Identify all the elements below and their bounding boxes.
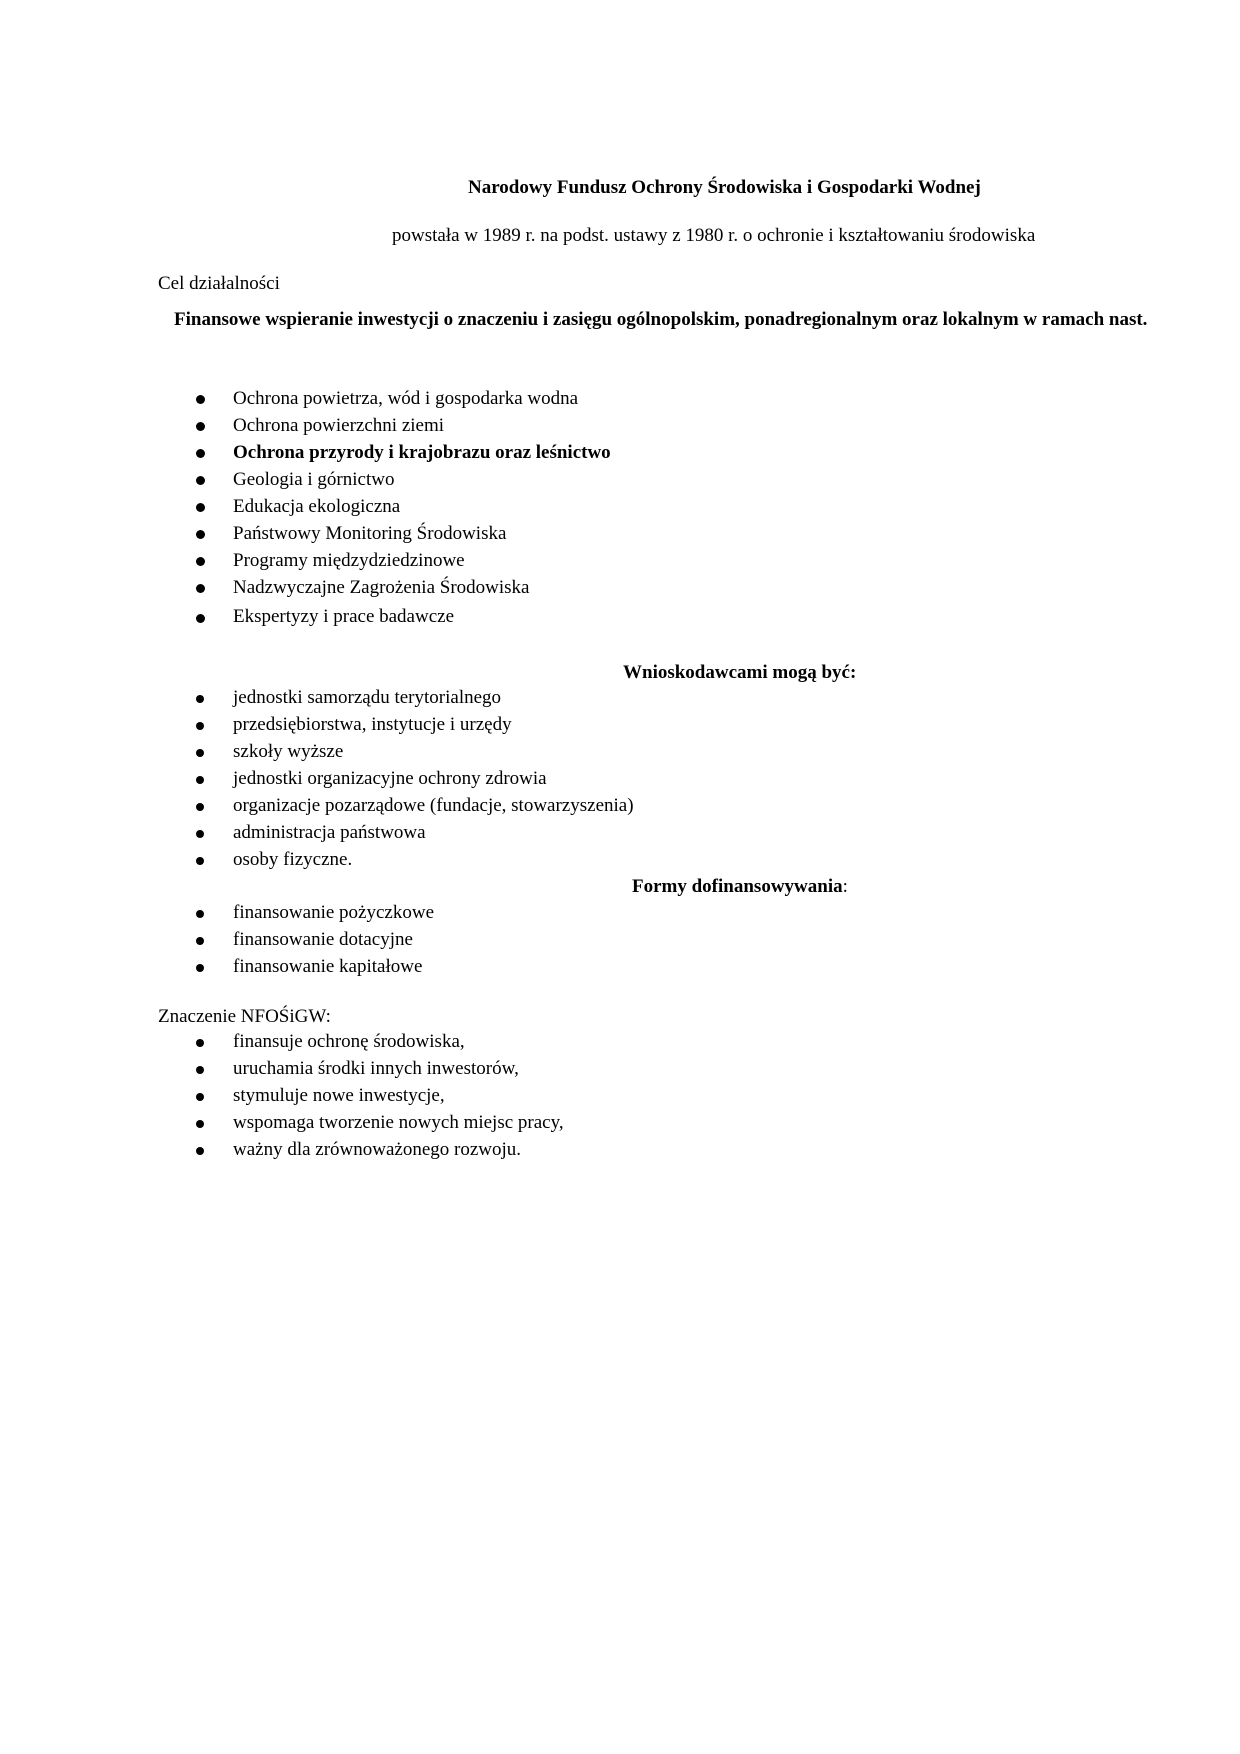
bullet-icon: [196, 857, 204, 865]
list-item: uruchamia środki innych inwestorów,: [0, 1055, 564, 1082]
bullet-icon: [196, 584, 205, 593]
list-item: osoby fizyczne.: [0, 846, 634, 873]
bullet-icon: [196, 449, 205, 458]
wnioskodawcy-heading: Wnioskodawcami mogą być:: [623, 662, 857, 683]
bullet-icon: [196, 830, 204, 838]
znaczenie-heading: Znaczenie NFOŚiGW:: [158, 1006, 331, 1027]
bullet-icon: [196, 557, 205, 566]
bullet-icon: [196, 776, 204, 784]
document-title: Narodowy Fundusz Ochrony Środowiska i Gospodarki Wodnej: [468, 177, 981, 198]
bullet-icon: [196, 1066, 204, 1074]
list-item: Nadzwyczajne Zagrożenia Środowiska: [0, 574, 611, 601]
list-item: ważny dla zrównoważonego rozwoju.: [0, 1136, 564, 1163]
list-item: Ochrona przyrody i krajobrazu oraz leśnictwo: [0, 439, 611, 466]
bullet-icon: [196, 695, 204, 703]
bullet-icon: [196, 1147, 204, 1155]
cel-text: Finansowe wspieranie inwestycji o znaczeniu i zasięgu ogólnopolskim, ponadregionalnym oraz lokalnym w ramach nast.: [174, 309, 1148, 330]
list-item: jednostki samorządu terytorialnego: [0, 684, 634, 711]
list-item: Ochrona powierzchni ziemi: [0, 412, 611, 439]
list-item: szkoły wyższe: [0, 738, 634, 765]
list-item: jednostki organizacyjne ochrony zdrowia: [0, 765, 634, 792]
bullet-icon: [196, 530, 205, 539]
bullet-icon: [196, 1093, 204, 1101]
list-item: finansowanie kapitałowe: [0, 953, 434, 980]
list-item: Ochrona powietrza, wód i gospodarka wodna: [0, 385, 611, 412]
bullet-icon: [196, 422, 205, 431]
bullet-icon: [196, 1120, 204, 1128]
list-item: Ekspertyzy i prace badawcze: [0, 601, 611, 633]
list-item: wspomaga tworzenie nowych miejsc pracy,: [0, 1109, 564, 1136]
list-item: Edukacja ekologiczna: [0, 493, 611, 520]
list-item: Państwowy Monitoring Środowiska: [0, 520, 611, 547]
list-item: stymuluje nowe inwestycje,: [0, 1082, 564, 1109]
list-item: finansowanie pożyczkowe: [0, 899, 434, 926]
list-item: przedsiębiorstwa, instytucje i urzędy: [0, 711, 634, 738]
znaczenie-list: [0, 1028, 564, 1163]
formy-list: [0, 899, 434, 980]
bullet-icon: [196, 614, 205, 623]
bullet-icon: [196, 910, 204, 918]
bullet-icon: [196, 476, 205, 485]
list-item: administracja państwowa: [0, 819, 634, 846]
list-item: organizacje pozarządowe (fundacje, stowarzyszenia): [0, 792, 634, 819]
cel-heading: Cel działalności: [158, 273, 280, 294]
dziedziny-list: [0, 385, 611, 633]
list-item: finansowanie dotacyjne: [0, 926, 434, 953]
bullet-icon: [196, 1039, 204, 1047]
formy-heading: Formy dofinansowywania:: [632, 876, 848, 897]
bullet-icon: [196, 722, 204, 730]
bullet-icon: [196, 937, 204, 945]
list-item: finansuje ochronę środowiska,: [0, 1028, 564, 1055]
wnioskodawcy-list: [0, 684, 634, 873]
bullet-icon: [196, 503, 205, 512]
bullet-icon: [196, 749, 204, 757]
list-item: Programy międzydziedzinowe: [0, 547, 611, 574]
bullet-icon: [196, 803, 204, 811]
bullet-icon: [196, 964, 204, 972]
list-item: Geologia i górnictwo: [0, 466, 611, 493]
document-subtitle: powstała w 1989 r. na podst. ustawy z 1980 r. o ochronie i kształtowaniu środowiska: [392, 225, 1036, 246]
bullet-icon: [196, 395, 205, 404]
